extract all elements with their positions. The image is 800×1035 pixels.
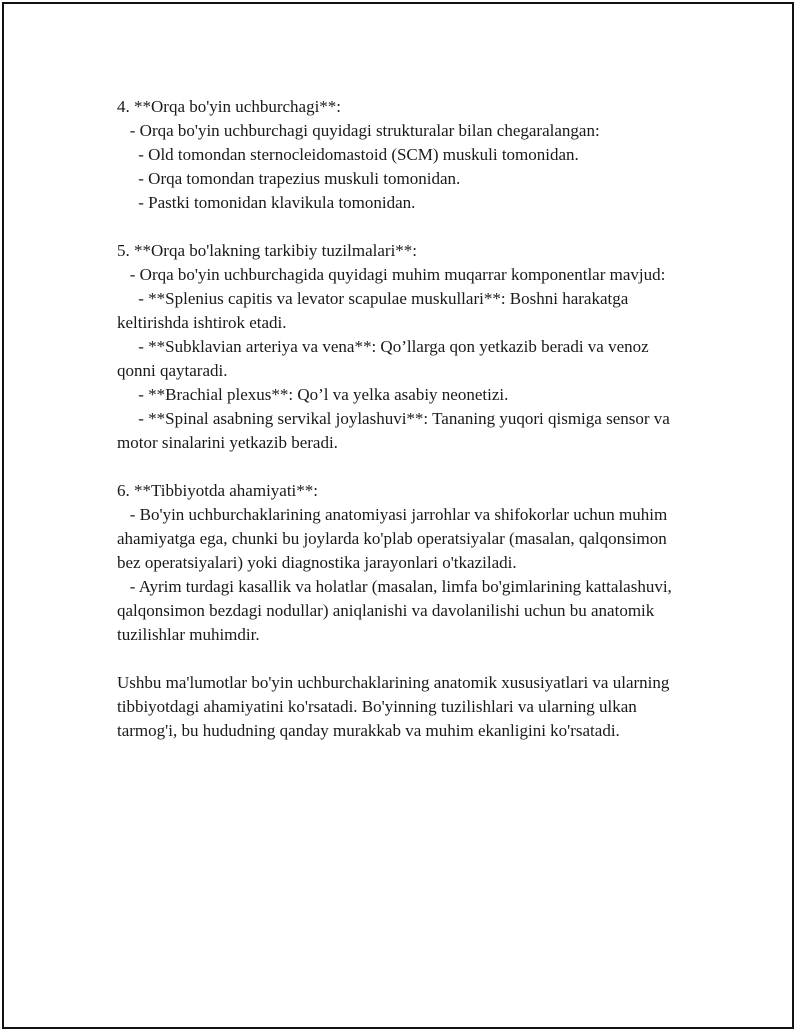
list-item: - Bo'yin uchburchaklarining anatomiyasi jarrohlar va shifokorlar uchun muhim ahamiyatga ega, chunki bu joylarda ko'plab operatsiyalar (masalan, qalqonsimon bez operatsiyalari) yoki diagnostika jarayonlari o'tkaziladi. <box>117 505 672 572</box>
document-body <box>117 95 677 767</box>
section-6 <box>117 479 677 647</box>
list-item: - Ayrim turdagi kasallik va holatlar (masalan, limfa bo'gimlarining kattalashuvi, qalqonsimon bezdagi nodullar) aniqlanishi va davolanilishi uchun bu anatomik tuzilishlar muhimdir. <box>117 577 677 644</box>
list-item: - **Splenius capitis va levator scapulae muskullari**: Boshni harakatga keltirishda ishtirok etadi. <box>117 289 633 332</box>
section-5 <box>117 239 677 455</box>
list-item: - Orqa bo'yin uchburchagi quyidagi strukturalar bilan chegaralangan: <box>117 121 600 140</box>
list-item: - Orqa tomondan trapezius muskuli tomonidan. <box>117 169 461 188</box>
section-heading: 4. **Orqa bo'yin uchburchagi**: <box>117 97 342 116</box>
section-4 <box>117 95 677 215</box>
list-item: - Pastki tomonidan klavikula tomonidan. <box>117 193 416 212</box>
conclusion-text: Ushbu ma'lumotlar bo'yin uchburchaklarining anatomik xususiyatlari va ularning tibbiyotdagi ahamiyatini ko'rsatadi. Bo'yinning tuzilishlari va ularning ulkan tarmog'i, bu hududning qanday murakkab va muhim ekanligini ko'rsatadi. <box>117 673 674 740</box>
list-item: - Old tomondan sternocleidomastoid (SCM) muskuli tomonidan. <box>117 145 579 164</box>
list-item: - **Subklavian arteriya va vena**: Qo’llarga qon yetkazib beradi va venoz qonni qaytaradi. <box>117 337 653 380</box>
section-heading: 5. **Orqa bo'lakning tarkibiy tuzilmalari**: <box>117 241 418 260</box>
section-heading: 6. **Tibbiyotda ahamiyati**: <box>117 481 319 500</box>
conclusion-paragraph <box>117 671 677 743</box>
list-item: - **Spinal asabning servikal joylashuvi**: Tananing yuqori qismiga sensor va motor sinalarini yetkazib beradi. <box>117 409 675 452</box>
list-item: - Orqa bo'yin uchburchagida quyidagi muhim muqarrar komponentlar mavjud: <box>117 265 666 284</box>
list-item: - **Brachial plexus**: Qo’l va yelka asabiy neonetizi. <box>117 385 509 404</box>
